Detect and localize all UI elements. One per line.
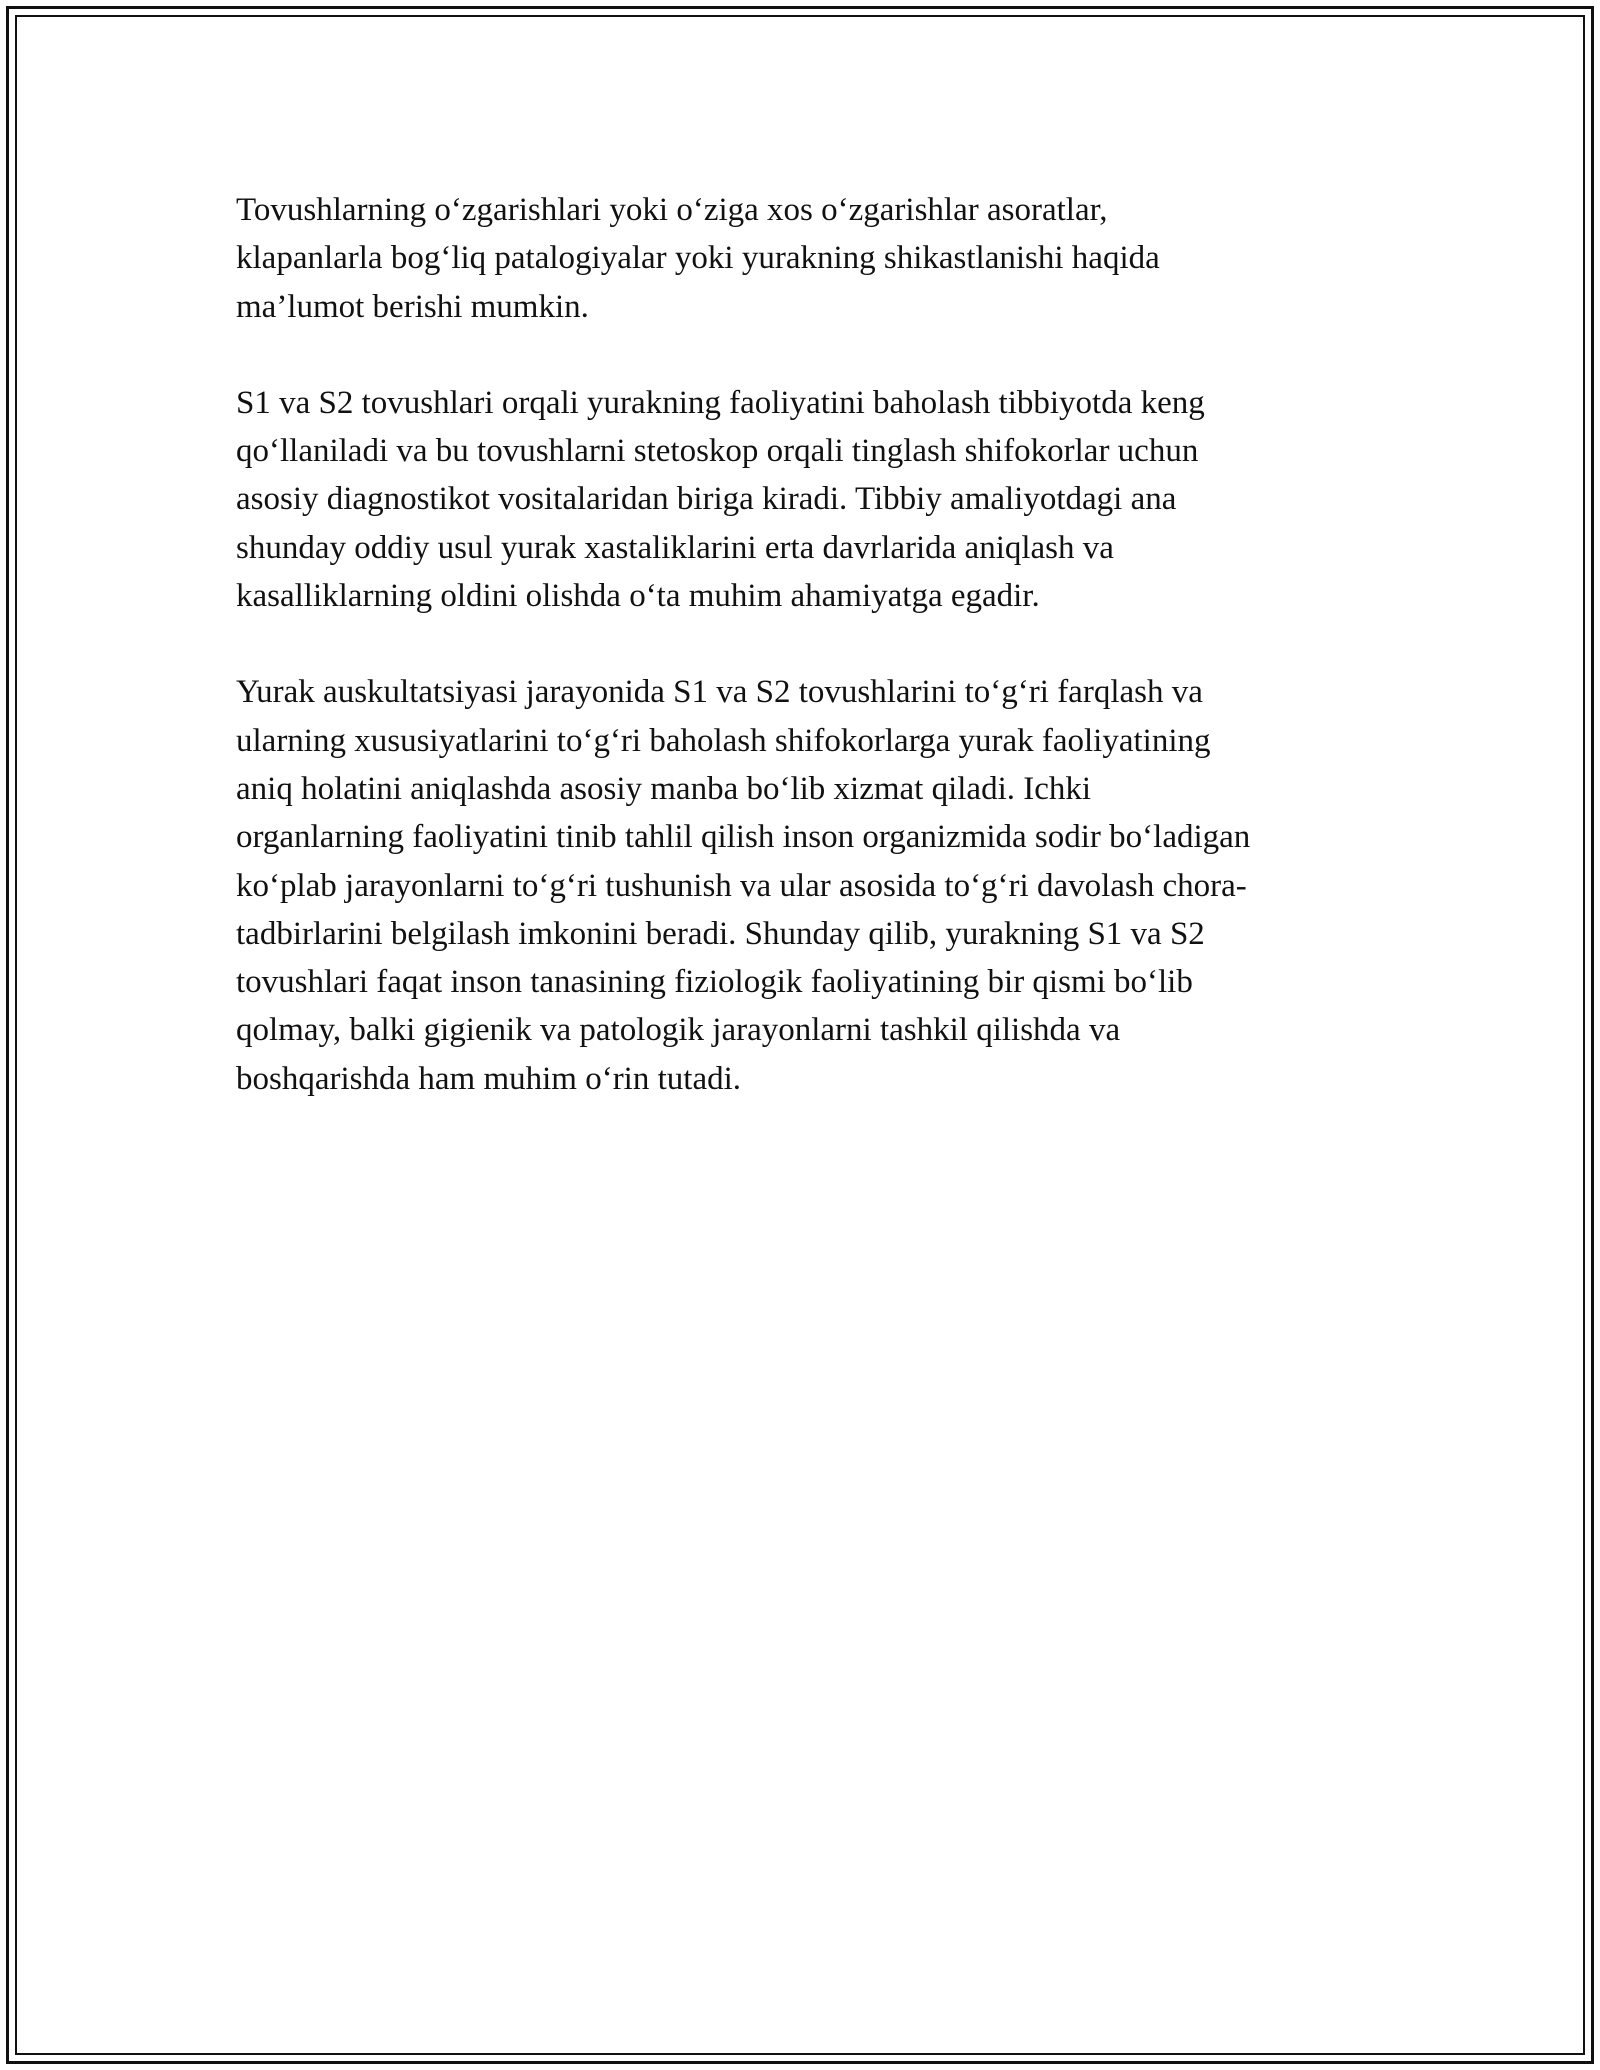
paragraph-3: Yurak auskultatsiyasi jarayonida S1 va S2 tovushlarini to‘g‘ri farqlash va ularning xususiyatlarini to‘g‘ri baholash shifokorlarga yurak faoliyatining aniq holatini aniqlashda asosiy manba bo‘lib xizmat qiladi. Ichki organlarning faoliyatini tinib tahlil qilish inson organizmida sodir bo‘ladigan ko‘plab jarayonlarni to‘g‘ri tushunish va ular asosida to‘g‘ri davolash chora- tadbirlarini belgilash imkonini beradi. Shunday qilib, yurakning S1 va S2 tovushlari faqat inson tanasining fiziologik faoliyatining bir qismi bo‘lib qolmay, balki gigienik va patologik jarayonlarni tashkil qilishda va boshqarishda ham muhim o‘rin tutadi. <box>236 674 1251 1097</box>
paragraph-1: Tovushlarning o‘zgarishlari yoki o‘ziga xos o‘zgarishlar asoratlar, klapanlarla bog‘liq patalogiyalar yoki yurakning shikastlanishi haqida ma’lumot berishi mumkin. <box>236 192 1160 325</box>
paragraph-2: S1 va S2 tovushlari orqali yurakning faoliyatini baholash tibbiyotda keng qo‘llaniladi va bu tovushlarni stetoskop orqali tinglash shifokorlar uchun asosiy diagnostikot vositalaridan biriga kiradi. Tibbiy amaliyotdagi ana shunday oddiy usul yurak xastaliklarini erta davrlarida aniqlash va kasalliklarning oldini olishda o‘ta muhim ahamiyatga egadir. <box>236 384 1205 615</box>
document-body <box>236 186 1396 1151</box>
